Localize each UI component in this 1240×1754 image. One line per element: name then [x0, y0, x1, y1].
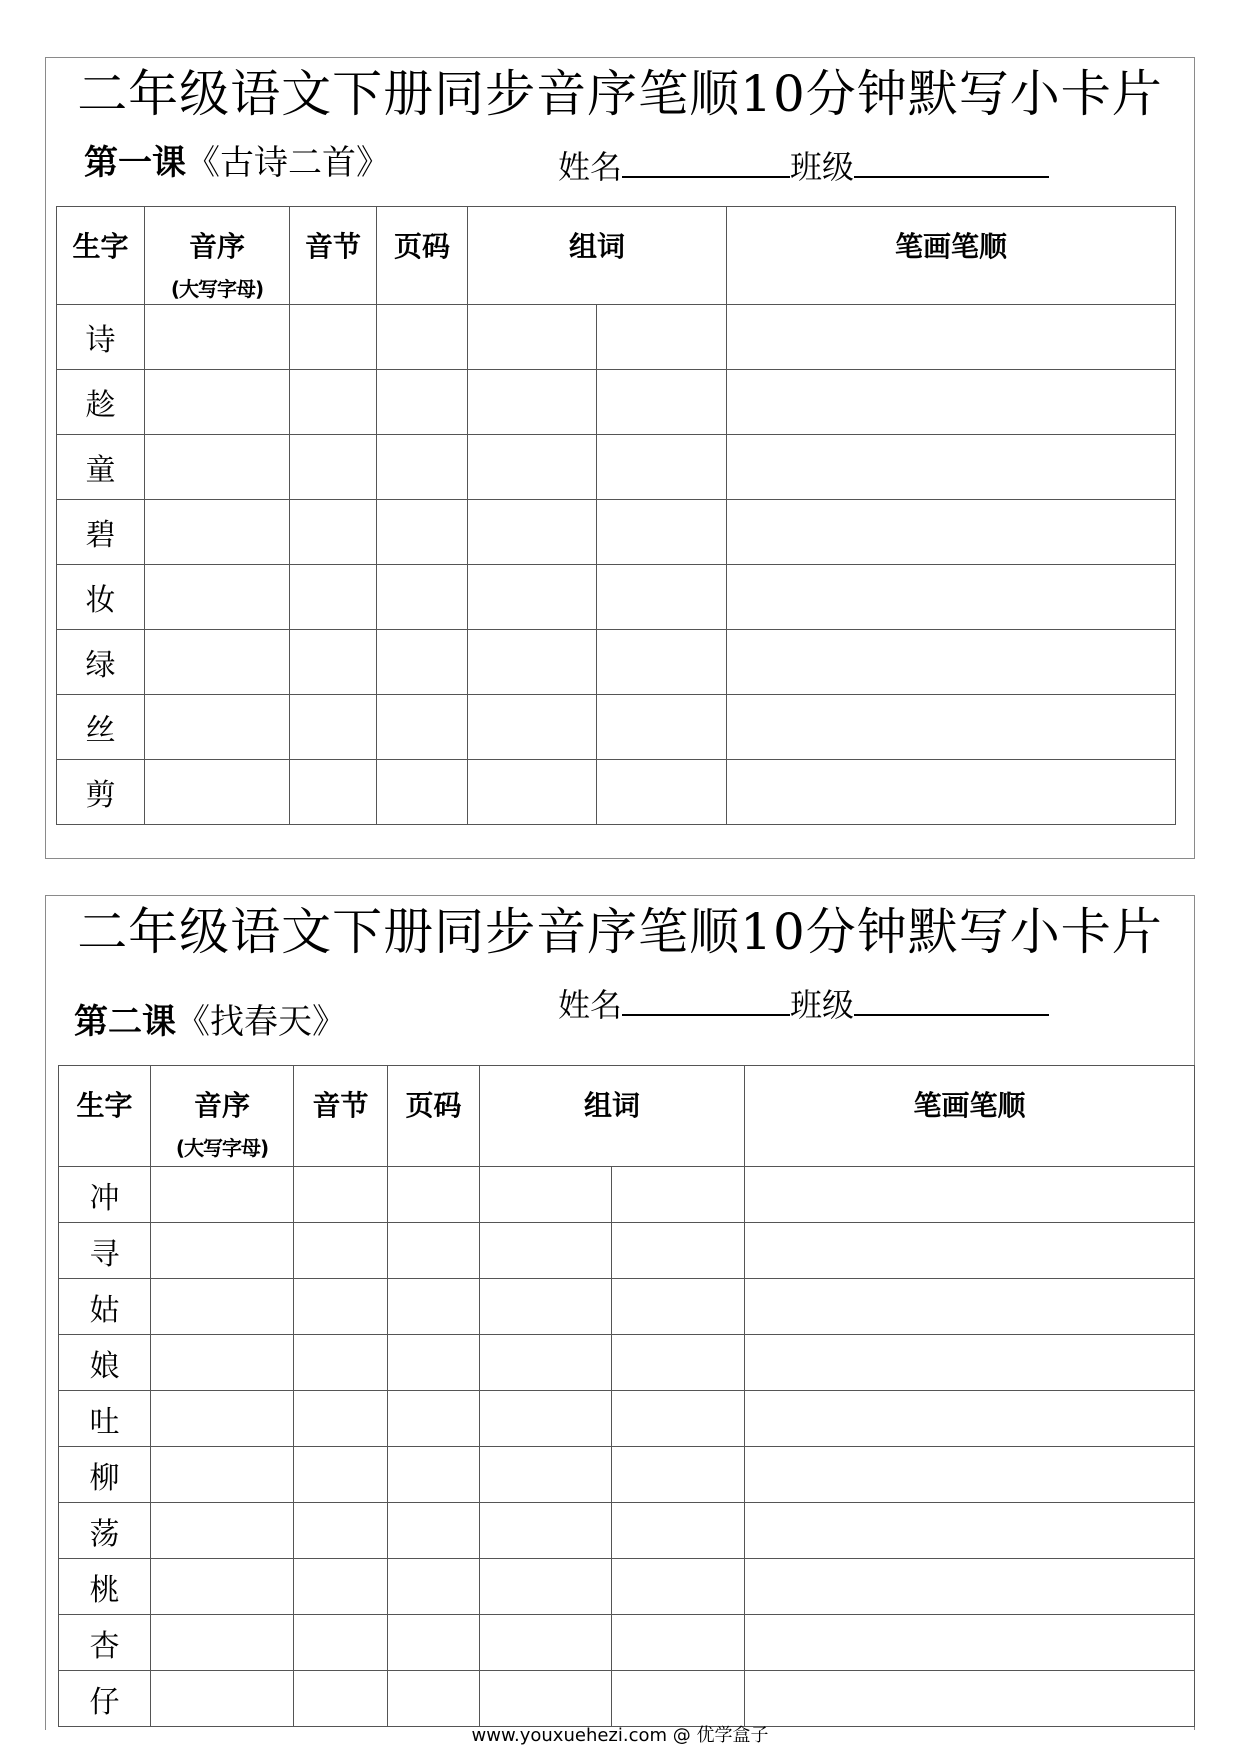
word-cell-1[interactable]: [480, 1223, 612, 1279]
initial-cell[interactable]: [151, 1167, 294, 1223]
table-body: [59, 1167, 1195, 1727]
class-blank[interactable]: [854, 142, 1049, 178]
header-page: 页码: [388, 1066, 480, 1167]
page-cell[interactable]: [388, 1559, 480, 1615]
word-cell-2[interactable]: [597, 370, 727, 435]
lesson-title: 《找春天》: [176, 1002, 346, 1042]
word-cell-2[interactable]: [597, 565, 727, 630]
dictation-card-2: [45, 895, 1195, 1730]
word-cell-1[interactable]: [480, 1391, 612, 1447]
syllable-cell[interactable]: [294, 1223, 388, 1279]
syllable-cell[interactable]: [290, 760, 377, 825]
word-cell-2[interactable]: [612, 1223, 745, 1279]
stroke-cell[interactable]: [745, 1167, 1195, 1223]
initial-cell[interactable]: [151, 1335, 294, 1391]
stroke-cell[interactable]: [745, 1335, 1195, 1391]
word-cell-2[interactable]: [612, 1503, 745, 1559]
header-initial: [151, 1066, 294, 1167]
character-cell: 杏: [59, 1615, 151, 1671]
character-cell: 桃: [59, 1559, 151, 1615]
character-cell: 寻: [59, 1223, 151, 1279]
syllable-cell[interactable]: [290, 630, 377, 695]
header-initial-label: 音序: [188, 230, 245, 263]
word-cell-2[interactable]: [597, 435, 727, 500]
syllable-cell[interactable]: [294, 1671, 388, 1727]
class-blank[interactable]: [854, 980, 1049, 1016]
character-cell: 绿: [57, 630, 145, 695]
character-cell: 仔: [59, 1671, 151, 1727]
initial-cell[interactable]: [151, 1279, 294, 1335]
table-row: [59, 1559, 1195, 1615]
page-cell[interactable]: [388, 1615, 480, 1671]
word-cell-1[interactable]: [480, 1447, 612, 1503]
table-row: [57, 565, 1176, 630]
word-cell-1[interactable]: [468, 630, 597, 695]
page-cell[interactable]: [377, 630, 468, 695]
header-initial-label: 音序: [193, 1089, 250, 1122]
initial-cell[interactable]: [151, 1391, 294, 1447]
lesson-number: 第二课: [74, 1002, 176, 1042]
word-cell-2[interactable]: [597, 630, 727, 695]
word-cell-1[interactable]: [468, 500, 597, 565]
table-row: [59, 1279, 1195, 1335]
table-row: [59, 1391, 1195, 1447]
header-initial-note: (大写字母): [175, 1136, 269, 1160]
page-cell[interactable]: [377, 695, 468, 760]
word-cell-1[interactable]: [468, 435, 597, 500]
page-cell[interactable]: [377, 565, 468, 630]
stroke-cell[interactable]: [745, 1223, 1195, 1279]
word-cell-2[interactable]: [612, 1615, 745, 1671]
syllable-cell[interactable]: [294, 1615, 388, 1671]
stroke-cell[interactable]: [745, 1279, 1195, 1335]
word-cell-2[interactable]: [612, 1559, 745, 1615]
syllable-cell[interactable]: [290, 695, 377, 760]
table-row: [57, 760, 1176, 825]
table-row: [57, 305, 1176, 370]
page-cell[interactable]: [388, 1671, 480, 1727]
table-row: [57, 630, 1176, 695]
table-row: [59, 1615, 1195, 1671]
table-row: [59, 1671, 1195, 1727]
syllable-cell[interactable]: [294, 1447, 388, 1503]
table-row: [59, 1447, 1195, 1503]
page-cell[interactable]: [388, 1391, 480, 1447]
table-row: [57, 370, 1176, 435]
table-header-row: [57, 207, 1176, 305]
word-cell-1[interactable]: [480, 1167, 612, 1223]
word-cell-1[interactable]: [468, 305, 597, 370]
card-title: 二年级语文下册同步音序笔顺10分钟默写小卡片: [77, 65, 1163, 123]
header-initial-note: (大写字母): [170, 277, 264, 301]
name-blank[interactable]: [622, 142, 790, 178]
syllable-cell[interactable]: [294, 1503, 388, 1559]
syllable-cell[interactable]: [294, 1167, 388, 1223]
class-label: 班级: [790, 986, 855, 1024]
word-cell-2[interactable]: [612, 1167, 745, 1223]
stroke-cell[interactable]: [727, 565, 1176, 630]
initial-cell[interactable]: [145, 760, 290, 825]
header-strokes: 笔画笔顺: [727, 207, 1176, 305]
dictation-table: [56, 206, 1176, 825]
initial-cell[interactable]: [145, 370, 290, 435]
header-char: 生字: [57, 207, 145, 305]
page-cell[interactable]: [388, 1223, 480, 1279]
word-cell-2[interactable]: [597, 500, 727, 565]
syllable-cell[interactable]: [290, 370, 377, 435]
stroke-cell[interactable]: [727, 500, 1176, 565]
character-cell: 姑: [59, 1279, 151, 1335]
table-row: [59, 1223, 1195, 1279]
stroke-cell[interactable]: [745, 1671, 1195, 1727]
header-words: 组词: [480, 1066, 745, 1167]
initial-cell[interactable]: [145, 630, 290, 695]
dictation-table: [58, 1065, 1195, 1727]
syllable-cell[interactable]: [294, 1279, 388, 1335]
word-cell-1[interactable]: [480, 1559, 612, 1615]
table-row: [57, 500, 1176, 565]
table-row: [59, 1503, 1195, 1559]
name-label: 姓名: [558, 986, 623, 1024]
character-cell: 丝: [57, 695, 145, 760]
lesson-heading: [84, 141, 390, 185]
page-cell[interactable]: [388, 1279, 480, 1335]
header-page: 页码: [377, 207, 468, 305]
initial-cell[interactable]: [145, 500, 290, 565]
page-cell[interactable]: [377, 370, 468, 435]
page-cell[interactable]: [377, 435, 468, 500]
page-cell[interactable]: [388, 1447, 480, 1503]
character-cell: 荡: [59, 1503, 151, 1559]
page-cell[interactable]: [377, 500, 468, 565]
word-cell-1[interactable]: [480, 1335, 612, 1391]
word-cell-1[interactable]: [480, 1671, 612, 1727]
word-cell-1[interactable]: [480, 1503, 612, 1559]
class-label: 班级: [790, 148, 855, 186]
name-label: 姓名: [558, 148, 623, 186]
syllable-cell[interactable]: [290, 305, 377, 370]
character-cell: 童: [57, 435, 145, 500]
word-cell-2[interactable]: [612, 1671, 745, 1727]
stroke-cell[interactable]: [745, 1503, 1195, 1559]
word-cell-1[interactable]: [468, 760, 597, 825]
stroke-cell[interactable]: [745, 1559, 1195, 1615]
word-cell-2[interactable]: [597, 305, 727, 370]
word-cell-2[interactable]: [597, 760, 727, 825]
stroke-cell[interactable]: [745, 1615, 1195, 1671]
character-cell: 趁: [57, 370, 145, 435]
syllable-cell[interactable]: [294, 1335, 388, 1391]
page-cell[interactable]: [377, 305, 468, 370]
word-cell-1[interactable]: [480, 1279, 612, 1335]
word-cell-1[interactable]: [480, 1615, 612, 1671]
character-cell: 妆: [57, 565, 145, 630]
character-cell: 吐: [59, 1391, 151, 1447]
footer-watermark: www.youxuehezi.com @ 优学盒子: [471, 1725, 769, 1746]
syllable-cell[interactable]: [290, 565, 377, 630]
character-cell: 冲: [59, 1167, 151, 1223]
stroke-cell[interactable]: [727, 695, 1176, 760]
card-title: 二年级语文下册同步音序笔顺10分钟默写小卡片: [77, 903, 1163, 961]
lesson-number: 第一课: [84, 143, 186, 183]
word-cell-1[interactable]: [468, 695, 597, 760]
page-cell[interactable]: [377, 760, 468, 825]
syllable-cell[interactable]: [294, 1391, 388, 1447]
stroke-cell[interactable]: [727, 305, 1176, 370]
dictation-card-1: [45, 57, 1195, 859]
header-words: 组词: [468, 207, 727, 305]
name-class-fields: [558, 142, 1049, 189]
stroke-cell[interactable]: [727, 370, 1176, 435]
syllable-cell[interactable]: [294, 1559, 388, 1615]
table-header-row: [59, 1066, 1195, 1167]
word-cell-1[interactable]: [468, 565, 597, 630]
initial-cell[interactable]: [151, 1559, 294, 1615]
initial-cell[interactable]: [151, 1503, 294, 1559]
lesson-heading: [74, 1000, 346, 1044]
header-char: 生字: [59, 1066, 151, 1167]
character-cell: 诗: [57, 305, 145, 370]
stroke-cell[interactable]: [727, 630, 1176, 695]
stroke-cell[interactable]: [727, 435, 1176, 500]
table-row: [57, 435, 1176, 500]
initial-cell[interactable]: [151, 1671, 294, 1727]
word-cell-1[interactable]: [468, 370, 597, 435]
table-row: [57, 695, 1176, 760]
character-cell: 娘: [59, 1335, 151, 1391]
initial-cell[interactable]: [145, 435, 290, 500]
page-cell[interactable]: [388, 1335, 480, 1391]
stroke-cell[interactable]: [727, 760, 1176, 825]
syllable-cell[interactable]: [290, 500, 377, 565]
header-strokes: 笔画笔顺: [745, 1066, 1195, 1167]
header-syllable: 音节: [290, 207, 377, 305]
table-body: [57, 305, 1176, 825]
initial-cell[interactable]: [151, 1223, 294, 1279]
name-class-fields: [558, 980, 1049, 1027]
table-row: [59, 1167, 1195, 1223]
character-cell: 碧: [57, 500, 145, 565]
stroke-cell[interactable]: [745, 1391, 1195, 1447]
initial-cell[interactable]: [145, 305, 290, 370]
character-cell: 剪: [57, 760, 145, 825]
initial-cell[interactable]: [151, 1615, 294, 1671]
page-cell[interactable]: [388, 1167, 480, 1223]
word-cell-2[interactable]: [612, 1335, 745, 1391]
stroke-cell[interactable]: [745, 1447, 1195, 1503]
word-cell-2[interactable]: [612, 1447, 745, 1503]
name-blank[interactable]: [622, 980, 790, 1016]
character-cell: 柳: [59, 1447, 151, 1503]
word-cell-2[interactable]: [597, 695, 727, 760]
syllable-cell[interactable]: [290, 435, 377, 500]
header-syllable: 音节: [294, 1066, 388, 1167]
word-cell-2[interactable]: [612, 1391, 745, 1447]
initial-cell[interactable]: [145, 565, 290, 630]
initial-cell[interactable]: [151, 1447, 294, 1503]
table-row: [59, 1335, 1195, 1391]
header-initial: [145, 207, 290, 305]
lesson-title: 《古诗二首》: [186, 143, 390, 183]
word-cell-2[interactable]: [612, 1279, 745, 1335]
initial-cell[interactable]: [145, 695, 290, 760]
page-cell[interactable]: [388, 1503, 480, 1559]
